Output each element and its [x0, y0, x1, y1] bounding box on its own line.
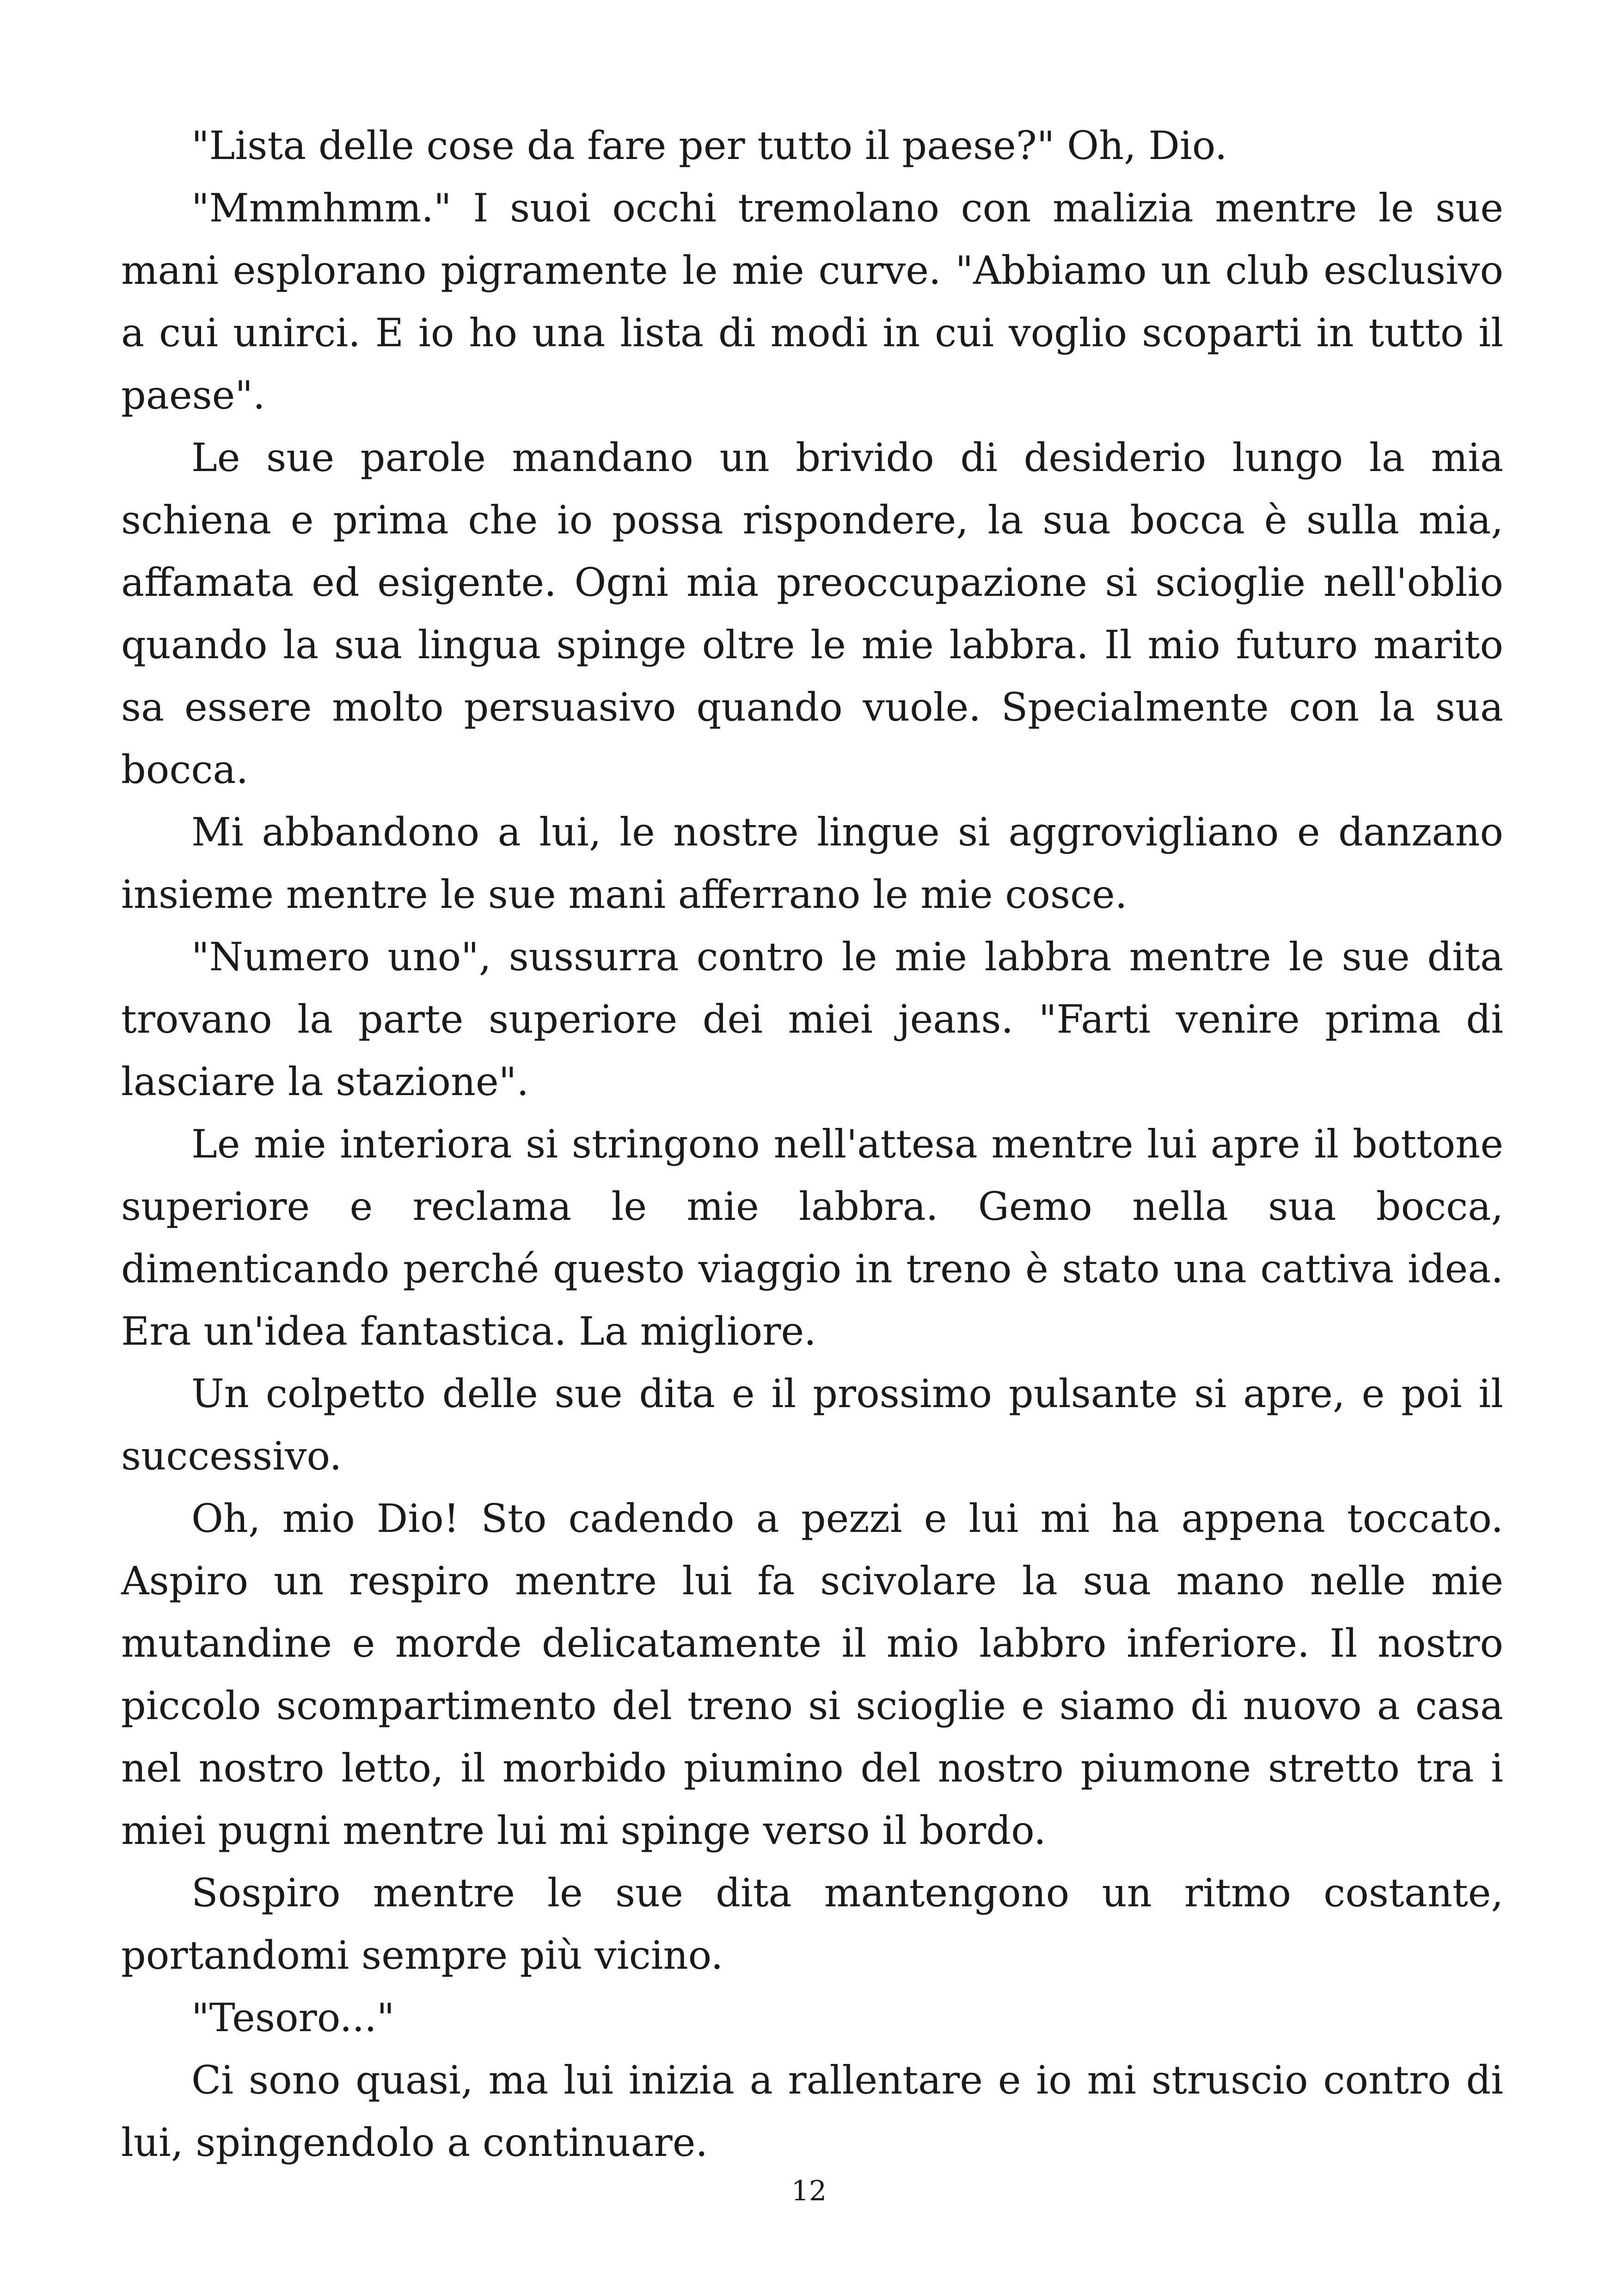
page-body [121, 115, 1503, 2195]
paragraph: Ci sono quasi, ma lui inizia a rallentare e io mi struscio contro di lui, spingendolo a continuare. [121, 2057, 1503, 2165]
paragraph: Mi abbandono a lui, le nostre lingue si aggrovigliano e danzano insieme mentre le sue mani afferrano le mie cosce. [121, 809, 1503, 917]
paragraph: Oh, mio Dio! Sto cadendo a pezzi e lui mi ha appena toccato. Aspiro un respiro mentre lui fa scivolare la sua mano nelle mie mutandine e morde delicatamente il mio labbro inferiore. Il nostro piccolo scompartimento del treno si scioglie e siamo di nuovo a casa nel nostro letto, il morbido piumino del nostro piumone stretto tra i miei pugni mentre lui mi spinge verso il bordo. [121, 1496, 1503, 1853]
paragraph: Sospiro mentre le sue dita mantengono un ritmo costante, portandomi sempre più vicino. [121, 1870, 1503, 1978]
paragraph: Le sue parole mandano un brivido di desiderio lungo la mia schiena e prima che io possa rispondere, la sua bocca è sulla mia, affamata ed esigente. Ogni mia preoccupazione si scioglie nell'oblio quando la sua lingua spinge oltre le mie labbra. Il mio futuro marito sa essere molto persuasivo quando vuole. Specialmente con la sua bocca. [121, 435, 1503, 792]
page-number: 12 [791, 2175, 827, 2207]
paragraph: "Mmmhmm." I suoi occhi tremolano con malizia mentre le sue mani esplorano pigramente le mie curve. "Abbiamo un club esclusivo a cui unirci. E io ho una lista di modi in cui voglio scoparti in tutto il paese". [121, 185, 1503, 418]
paragraph: Un colpetto delle sue dita e il prossimo pulsante si apre, e poi il successivo. [121, 1371, 1503, 1479]
paragraph: Le mie interiora si stringono nell'attesa mentre lui apre il bottone superiore e reclama le mie labbra. Gemo nella sua bocca, dimenticando perché questo viaggio in treno è stato una cattiva idea. Era un'idea fantastica. La migliore. [121, 1121, 1503, 1354]
paragraph: "Lista delle cose da fare per tutto il paese?" Oh, Dio. [191, 123, 1227, 168]
paragraph: "Numero uno", sussurra contro le mie labbra mentre le sue dita trovano la parte superiore dei miei jeans. "Farti venire prima di lasciare la stazione". [121, 934, 1503, 1104]
paragraph: "Tesoro..." [191, 1995, 395, 2040]
